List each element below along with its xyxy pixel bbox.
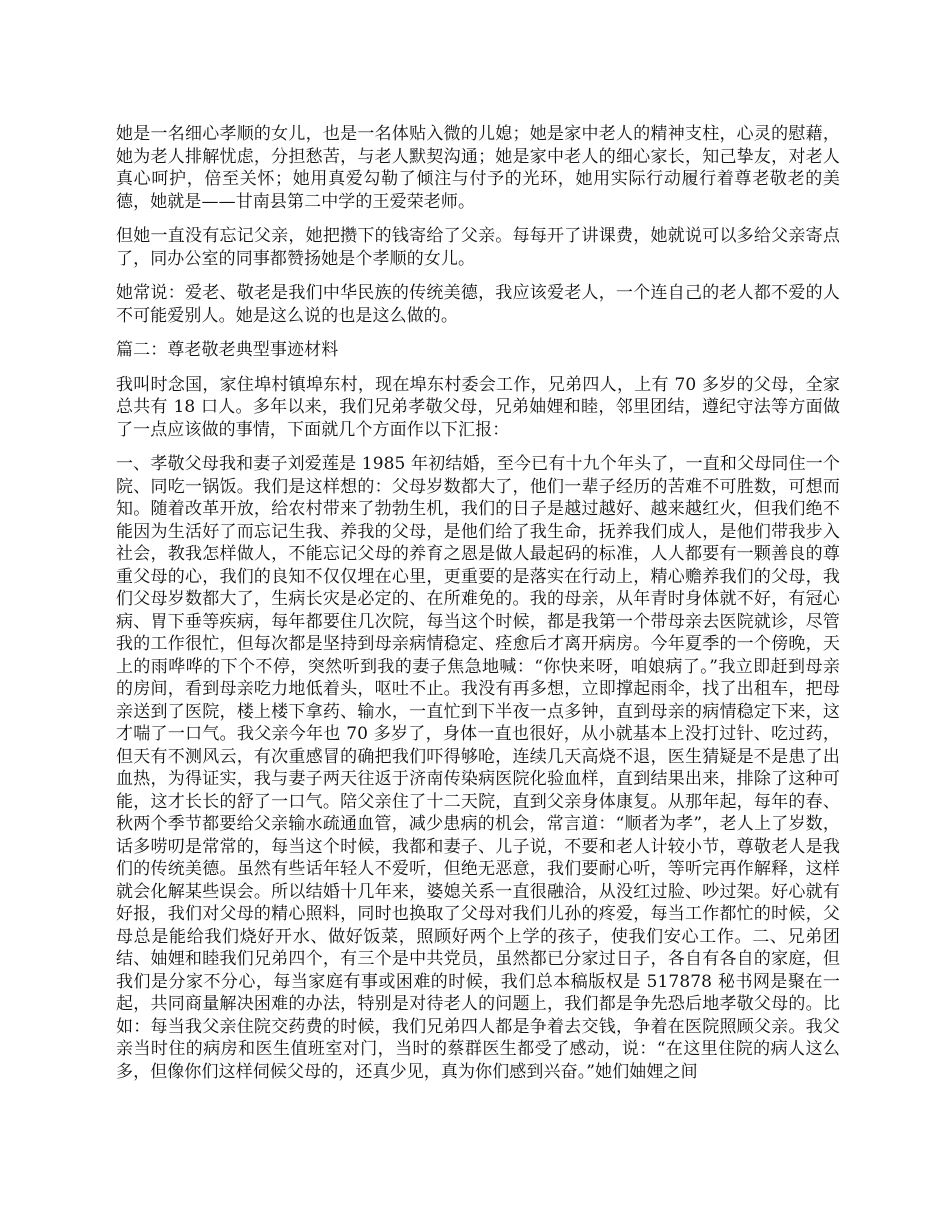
father-paragraph: 但她一直没有忘记父亲，她把攒下的钱寄给了父亲。每每开了讲课费，她就说可以多给父亲寄点了，同办公室的同事都赞扬她是个孝顺的女儿。 — [116, 226, 840, 269]
section-heading: 篇二：尊老敬老典型事迹材料 — [116, 340, 339, 360]
document-body — [116, 123, 840, 1095]
quote-paragraph: 她常说：爱老、敬老是我们中华民族的传统美德，我应该爱老人，一个连自己的老人都不爱的人不可能爱别人。她是这么说的也是这么做的。 — [116, 283, 840, 326]
main-story-paragraph: 一、孝敬父母我和妻子刘爱莲是 1985 年初结婚，至今已有十九个年头了，一直和父母同住一个院、同吃一锅饭。我们是这样想的：父母岁数都大了，他们一辈子经历的苦难不可胜数，可想而知。随着改革开放，给农村带来了勃勃生机，我们的日子是越过越好、越来越红火，但我们绝不能因为生活好了而忘记生我、养我的父母，是他们给了我生命，抚养我们成人，是他们带我步入社会，教我怎样做人，不能忘记父母的养育之恩是做人最起码的标准，人人都要有一颗善良的尊重父母的心，我们的良知不仅仅埋在心里，更重要的是落实在行动上，精心赡养我们的父母，我们父母岁数都大了，生病长灾是必定的、在所难免的。我的母亲，从年青时身体就不好，有冠心病、胃下垂等疾病，每年都要住几次院，每当这个时候，都是我第一个带母亲去医院就诊，尽管我的工作很忙，但每次都是坚持到母亲病情稳定、痊愈后才离开病房。今年夏季的一个傍晚，天上的雨哗哗的下个不停，突然听到我的妻子焦急地喊：“你快来呀，咱娘病了。”我立即赶到母亲的房间，看到母亲吃力地低着头，呕吐不止。我没有再多想，立即撑起雨伞，找了出租车，把母亲送到了医院，楼上楼下拿药、输水，一直忙到下半夜一点多钟，直到母亲的病情稳定下来，这才喘了一口气。我父亲今年也 70 多岁了，身体一直也很好，从小就基本上没打过针、吃过药，但天有不测风云，有次重感冒的确把我们吓得够呛，连续几天高烧不退，医生猜疑是不是患了出血热，为得证实，我与妻子两天往返于济南传染病医院化验血样，直到结果出来，排除了这种可能，这才长长的舒了一口气。陪父亲住了十二天院，直到父亲身体康复。从那年起，每年的春、秋两个季节都要给父亲输水疏通血管，减少患病的机会，常言道：“顺者为孝”，老人上了岁数，话多唠叨是常常的，每当这个时候，我都和妻子、儿子说，不要和老人计较小节，尊敬老人是我们的传统美德。虽然有些话年轻人不爱听，但绝无恶意，我们要耐心听，等听完再作解释，这样就会化解某些误会。所以结婚十几年来，婆媳关系一直很融洽，从没红过脸、吵过架。好心就有好报，我们对父母的精心照料，同时也换取了父母对我们儿孙的疼爱，每当工作都忙的时候，父母总是能给我们烧好开水、做好饭菜，照顾好两个上学的孩子，使我们安心工作。二、兄弟团结、妯娌和睦我们兄弟四个，有三个是中共党员，虽然都已分家过日子，各自有各自的家庭，但我们是分家不分心，每当家庭有事或困难的时候，我们总本稿版权是 517878 秘书网是聚在一起，共同商量解决困难的办法，特别是对待老人的问题上，我们都是争先恐后地孝敬父母的。比如：每当我父亲住院交药费的时候，我们兄弟四人都是争着去交钱，争着在医院照顾父亲。我父亲当时住的病房和医生值班室对门，当时的蔡群医生都受了感动，说：“在这里住院的病人这么多，但像你们这样伺候父母的，还真少见，真为你们感到兴奋。”她们妯娌之间 — [116, 454, 840, 1082]
intro-paragraph: 她是一名细心孝顺的女儿，也是一名体贴入微的儿媳；她是家中老人的精神支柱，心灵的慰藉，她为老人排解忧虑，分担愁苦，与老人默契沟通；她是家中老人的细心家长，知己挚友，对老人真心呵护，倍至关怀；她用真爱勾勒了倾注与付予的光环，她用实际行动履行着尊老敬老的美德，她就是——甘南县第二中学的王爱荣老师。 — [116, 124, 840, 212]
self-intro-paragraph: 我叫时念国，家住埠村镇埠东村，现在埠东村委会工作，兄弟四人，上有 70 多岁的父母，全家总共有 18 口人。多年以来，我们兄弟孝敬父母，兄弟妯娌和睦，邻里团结，遵纪守法等方面做了一点应该做的事情，下面就几个方面作以下汇报： — [116, 374, 840, 440]
